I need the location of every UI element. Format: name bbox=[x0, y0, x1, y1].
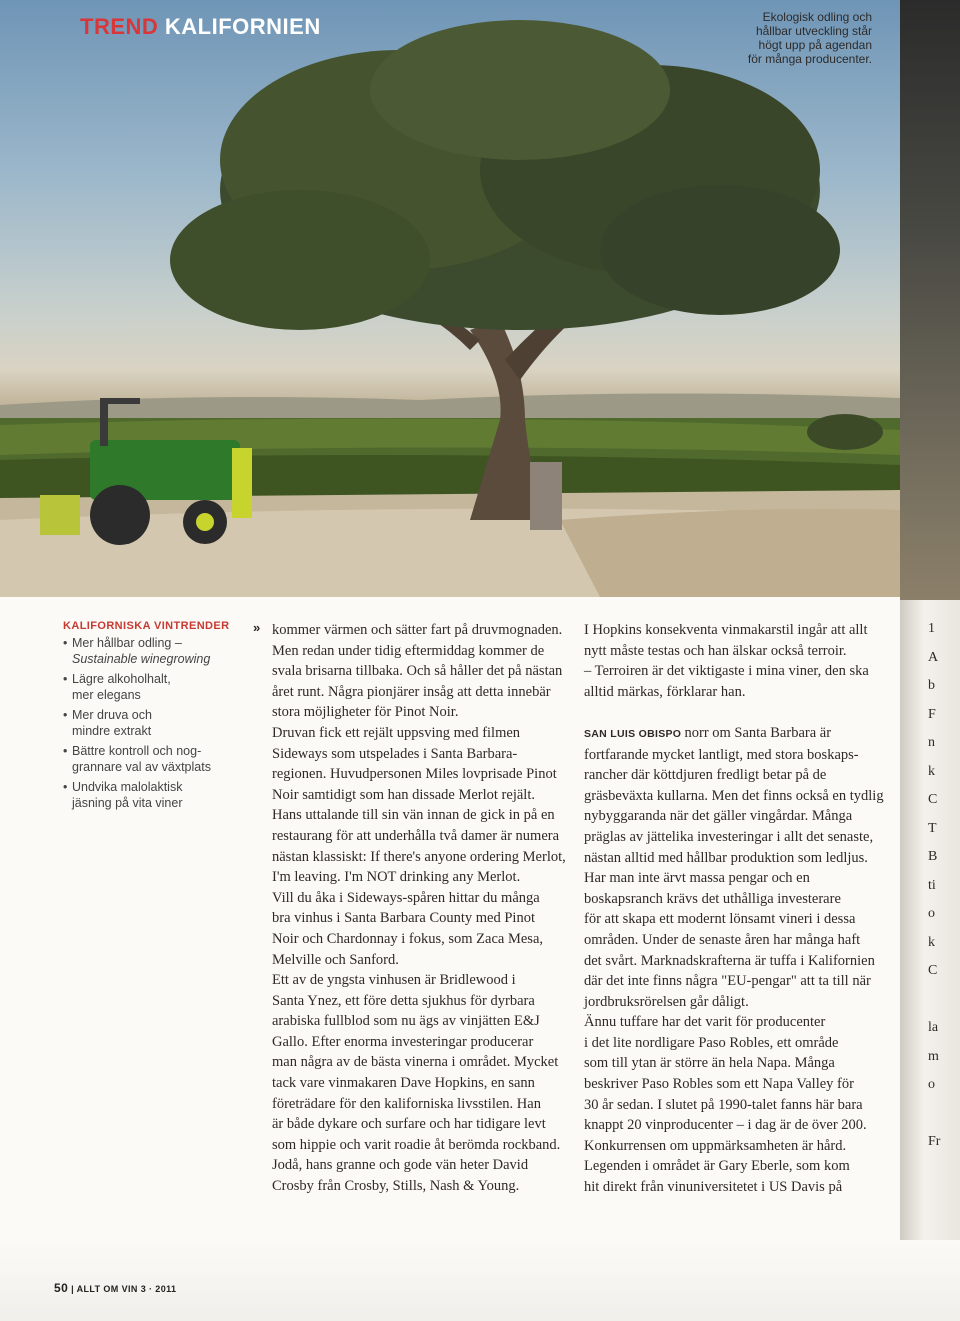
fragment-letter: B bbox=[928, 849, 938, 864]
text-line: nytt måste testas och han älskar också terroir. bbox=[584, 642, 847, 659]
text-line: nästan alltid med hållbar produktion som ledljus. bbox=[584, 849, 868, 866]
brand-trend: TREND bbox=[80, 14, 159, 39]
fragment-letter: A bbox=[928, 649, 939, 665]
sidebar-item-line: • Bättre kontroll och nog- bbox=[72, 744, 202, 758]
text-line: Noir samtidigt som han dissade Merlot rejält. bbox=[272, 786, 535, 803]
fragment-letter: T bbox=[928, 820, 937, 836]
text-line: företrädare för den kaliforniska livsstilen. Han bbox=[272, 1095, 541, 1112]
fragment-letter: la bbox=[928, 1020, 939, 1035]
article-column-1 bbox=[272, 620, 566, 1197]
fragment-letter: k bbox=[928, 934, 935, 950]
page-footer bbox=[54, 1281, 176, 1295]
sidebar-item bbox=[63, 635, 241, 667]
vineyard-oak-tree-photo bbox=[0, 0, 900, 597]
text-line: präglas av jättelika investeringar i allt det senaste, bbox=[584, 828, 874, 845]
text-line: Har man inte ärvt massa pengar och en bbox=[584, 870, 810, 887]
caption-line: Ekologisk odling och bbox=[762, 10, 872, 24]
fragment-letter: o bbox=[928, 906, 935, 921]
fragment-letter: m bbox=[928, 1048, 939, 1064]
text-line: områden. Under de senaste åren har många haft bbox=[584, 931, 861, 948]
text-line-rest: norr om Santa Barbara är bbox=[684, 724, 832, 741]
fragment-letter: b bbox=[928, 678, 935, 693]
text-line: Crosby från Crosby, Stills, Nash & Young. bbox=[272, 1178, 520, 1195]
text-line: Sideways som utspelades i Santa Barbara- bbox=[272, 745, 518, 762]
sidebar-item-line: • Mer hållbar odling – bbox=[72, 636, 182, 650]
text-line: kommer värmen och sätter fart på druvmognaden. bbox=[272, 622, 563, 638]
text-line: Ett av de yngsta vinhusen är Bridlewood i bbox=[272, 972, 516, 989]
text-line: beskriver Paso Robles som ett Napa Valley för bbox=[584, 1076, 854, 1093]
section-lead-in: SAN LUIS OBISPO bbox=[584, 727, 685, 740]
text-line: rancher där köttdjuren fredligt betar på de bbox=[584, 767, 827, 784]
brand-kalifornien: KALIFORNIEN bbox=[164, 14, 321, 39]
text-line: tack vare vinmakaren Dave Hopkins, en sann bbox=[272, 1075, 535, 1092]
sidebar-item-line: • Lägre alkoholhalt, bbox=[72, 672, 171, 686]
text-line: bra vinhus i Santa Barbara County med Pinot bbox=[272, 910, 535, 927]
next-page-photo-edge bbox=[900, 0, 960, 600]
fragment-letter: F bbox=[928, 706, 936, 722]
fragment-letter: o bbox=[928, 1077, 935, 1092]
text-line: man några av de bästa vinerna i området. Mycket bbox=[272, 1054, 559, 1071]
fragment-letter: C bbox=[928, 963, 938, 978]
sidebar-item-line: mer elegans bbox=[72, 688, 141, 702]
fragment-letter: n bbox=[928, 735, 935, 750]
sidebar-item bbox=[63, 707, 241, 739]
text-line: I'm leaving. I'm NOT drinking any Merlot. bbox=[272, 869, 521, 886]
page-number: 50 bbox=[54, 1281, 69, 1295]
trends-sidebar bbox=[63, 620, 241, 815]
sidebar-item-line: jäsning på vita viner bbox=[72, 796, 183, 810]
text-line: Hans uttalande till sin vän innan de gick in på en bbox=[272, 807, 555, 824]
text-line: gräsbeväxta kullarna. Men det finns också en tydlig bbox=[584, 787, 884, 804]
article-column-2 bbox=[584, 620, 884, 1198]
sidebar-item-line: grannare val av växtplats bbox=[72, 760, 211, 774]
text-line: regionen. Huvudpersonen Miles lovprisade Pinot bbox=[272, 766, 557, 783]
text-line: alltid märkas, förklarar han. bbox=[584, 683, 746, 700]
caption-line: högt upp på agendan bbox=[758, 38, 872, 52]
fragment-letter: 1 bbox=[928, 621, 935, 636]
text-line: som hippie och varit roadie åt berömda rockband. bbox=[272, 1136, 561, 1153]
text-line: nybyggaranda när det gäller vingårdar. Många bbox=[584, 808, 853, 825]
publication-name: ALLT OM VIN 3 · 2011 bbox=[76, 1284, 177, 1294]
sidebar-item bbox=[63, 743, 241, 775]
text-line: Ännu tuffare har det varit för producenter bbox=[584, 1014, 826, 1031]
text-line: jordbruksrörelsen går dåligt. bbox=[584, 993, 749, 1010]
text-line: Melville och Sanford. bbox=[272, 951, 399, 968]
fragment-letter: Fr bbox=[928, 1134, 941, 1149]
sidebar-item-italic: Sustainable winegrowing bbox=[72, 652, 211, 666]
text-line: Gallo. Efter enorma investeringar producerar bbox=[272, 1033, 534, 1050]
continue-mark: » bbox=[253, 620, 261, 635]
text-line: knappt 20 vinproducenter – i dag är de över 200. bbox=[584, 1117, 867, 1134]
text-line: boskapsranch krävs det uthålliga investerare bbox=[584, 890, 841, 907]
sidebar-title: KALIFORNISKA VINTRENDER bbox=[63, 620, 230, 632]
caption-line: hållbar utveckling står bbox=[755, 24, 872, 38]
text-line: Men redan under tidig eftermiddag kommer de bbox=[272, 642, 545, 659]
text-line bbox=[584, 702, 884, 723]
text-line: Santa Ynez, ett före detta sjukhus för dyrbara bbox=[272, 992, 535, 1009]
photo-caption bbox=[712, 10, 872, 66]
text-line: Legenden i området är Gary Eberle, som kom bbox=[584, 1158, 850, 1175]
text-line: som till ytan är större än hela Napa. Många bbox=[584, 1055, 835, 1072]
fragment-letter bbox=[928, 986, 958, 1015]
caption-line: för många producenter. bbox=[747, 52, 872, 66]
next-page-text-fragments bbox=[928, 615, 958, 1157]
fragment-letter: ti bbox=[928, 877, 936, 893]
text-line: året runt. Några pionjärer insåg att detta innebär bbox=[272, 683, 551, 700]
fragment-letter: k bbox=[928, 763, 935, 779]
text-line: restaurang för att underhålla två damer är numera bbox=[272, 827, 560, 844]
text-line: Jodå, hans granne och gode vän heter David bbox=[272, 1157, 529, 1174]
text-line: Konkurrensen om uppmärksamheten är hård. bbox=[584, 1137, 847, 1154]
text-line: Noir och Chardonnay i fokus, som Zaca Mesa, bbox=[272, 930, 544, 947]
sidebar-item-line: mindre extrakt bbox=[72, 724, 152, 738]
text-line: Vill du åka i Sideways-spåren hittar du många bbox=[272, 889, 540, 906]
text-line: där det inte finns några "EU-pengar" att ta till när bbox=[584, 973, 871, 990]
text-line: hit direkt från vinuniversitetet i US Davis på bbox=[584, 1179, 843, 1196]
sidebar-item bbox=[63, 671, 241, 703]
sidebar-list bbox=[63, 635, 241, 811]
section-brand bbox=[80, 14, 321, 40]
text-line: för att skapa ett modernt lönsamt vineri i dessa bbox=[584, 911, 856, 928]
footer-separator: | bbox=[71, 1284, 77, 1294]
text-line: I Hopkins konsekventa vinmakarstil ingår att allt bbox=[584, 622, 868, 638]
text-line: det svårt. Marknadskrafterna är tuffa i Kalifornien bbox=[584, 952, 875, 969]
text-line: 30 år sedan. I slutet på 1990-talet fanns här bara bbox=[584, 1096, 863, 1113]
text-line: svala brisarna tillbaka. Och så håller det på nästan bbox=[272, 663, 563, 680]
sidebar-item bbox=[63, 779, 241, 811]
fragment-letter: C bbox=[928, 792, 938, 807]
text-line: – Terroiren är det viktigaste i mina viner, den ska bbox=[584, 663, 869, 680]
fragment-letter bbox=[928, 1100, 958, 1129]
sidebar-item-line: • Undvika malolaktisk bbox=[72, 780, 183, 794]
text-line: Druvan fick ett rejält uppsving med filmen bbox=[272, 724, 521, 741]
text-line: i det lite nordligare Paso Robles, ett område bbox=[584, 1034, 839, 1051]
sidebar-item-line: • Mer druva och bbox=[72, 708, 152, 722]
text-line: nästan klassiskt: If there's anyone ordering Merlot, bbox=[272, 848, 566, 865]
text-line: arabiska fullblod som nu ägs av vinjätten E&J bbox=[272, 1013, 540, 1030]
text-line: är både dykare och surfare och har tidigare levt bbox=[272, 1116, 546, 1133]
photo-illustration bbox=[0, 0, 900, 597]
text-line bbox=[584, 723, 884, 745]
text-line: fortfarande mycket lantligt, med stora boskaps- bbox=[584, 746, 859, 763]
text-line: stora möjligheter för Pinot Noir. bbox=[272, 704, 459, 721]
